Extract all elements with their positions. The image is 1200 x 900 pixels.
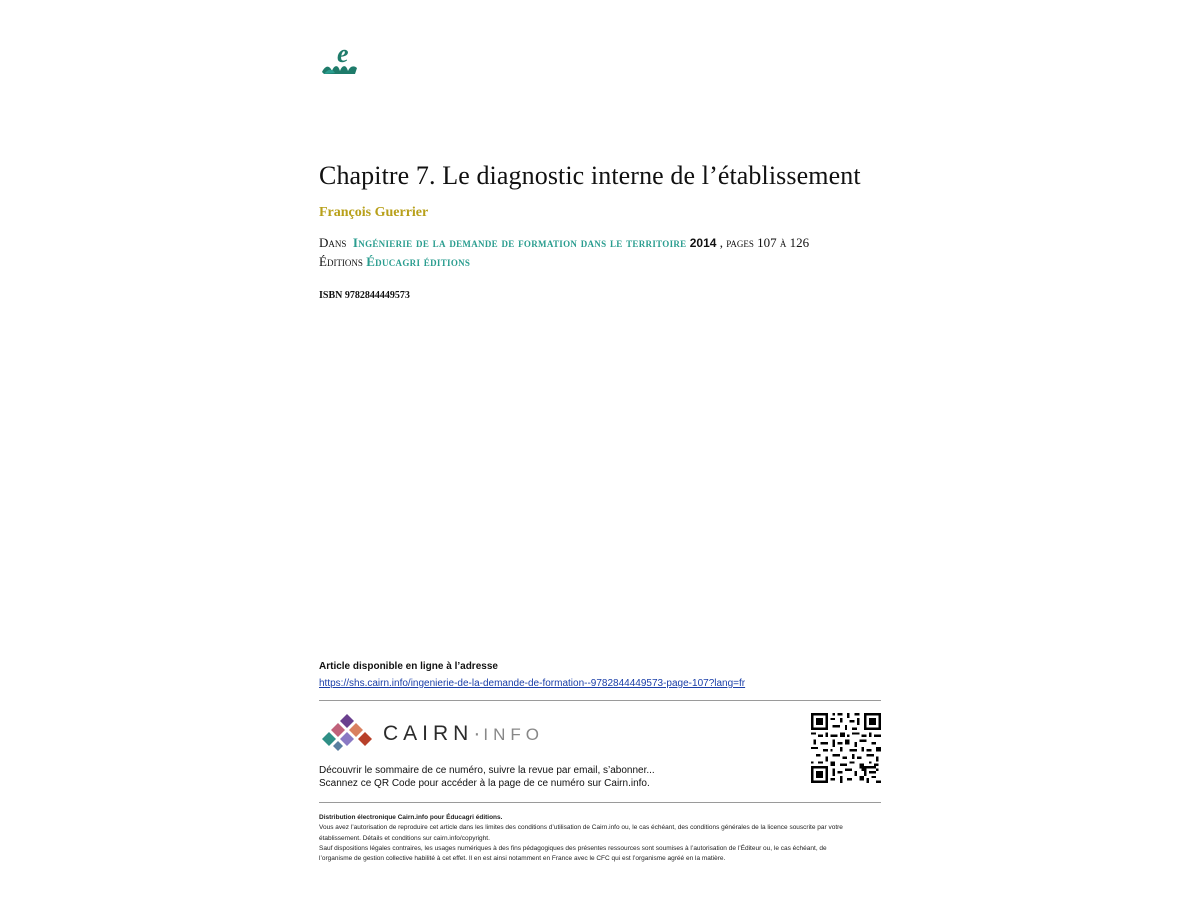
article-title: Chapitre 7. Le diagnostic interne de l’établissement xyxy=(319,161,861,190)
promo-text-2: Scannez ce QR Code pour accéder à la page de ce numéro sur Cairn.info. xyxy=(319,778,650,789)
author-name[interactable]: François Guerrier xyxy=(319,205,429,220)
divider xyxy=(319,700,881,701)
page-range: , pages 107 à 126 xyxy=(719,235,810,250)
in-label: Dans xyxy=(319,235,347,250)
cairn-wordmark[interactable] xyxy=(383,722,544,746)
publisher-link[interactable]: Éducagri éditions xyxy=(366,254,471,269)
book-reference xyxy=(319,235,809,251)
publication-year: 2014 xyxy=(689,236,717,250)
isbn: ISBN 9782844449573 xyxy=(319,290,410,301)
cairn-brand-dot: · xyxy=(473,722,484,745)
cairn-logo-icon xyxy=(319,713,375,751)
divider xyxy=(319,802,881,803)
legal-heading: Distribution électronique Cairn.info pour Éducagri éditions. xyxy=(319,814,503,821)
qr-code-icon[interactable] xyxy=(811,713,881,783)
legal-line: établissement. Détails et conditions sur cairn.info/copyright. xyxy=(319,834,490,842)
svg-text:e: e xyxy=(337,39,349,68)
legal-line: Sauf dispositions légales contraires, les usages numériques à des fins pédagogiques des présentes ressources sont soumises à l’autorisation de l’Éditeur ou, le cas échéant, de xyxy=(319,844,827,852)
cairn-brand-suffix: INFO xyxy=(483,725,544,744)
promo-text-1: Découvrir le sommaire de ce numéro, suivre la revue par email, s’abonner... xyxy=(319,765,655,776)
availability-label: Article disponible en ligne à l’adresse xyxy=(319,661,498,672)
legal-notice xyxy=(319,813,881,864)
educagri-logo-icon xyxy=(320,38,360,78)
legal-line: l’organisme de gestion collective habilité à cet effet. Il en est ainsi notamment en France avec le CFC qui est l’organisme agréé en la matière. xyxy=(319,855,726,863)
article-url-link[interactable]: https://shs.cairn.info/ingenierie-de-la-demande-de-formation--9782844449573-page-107?lang=fr xyxy=(319,678,746,689)
book-title-link[interactable]: Ingénierie de la demande de formation dans le territoire xyxy=(352,235,687,250)
editions-label: Éditions xyxy=(319,254,363,269)
cairn-brand: CAIRN xyxy=(383,722,474,745)
legal-line: Vous avez l’autorisation de reproduire cet article dans les limites des conditions d’utilisation de Cairn.info ou, le cas échéant, des conditions générales de la licence souscrite par votre xyxy=(319,824,843,832)
publisher-reference xyxy=(319,254,470,270)
